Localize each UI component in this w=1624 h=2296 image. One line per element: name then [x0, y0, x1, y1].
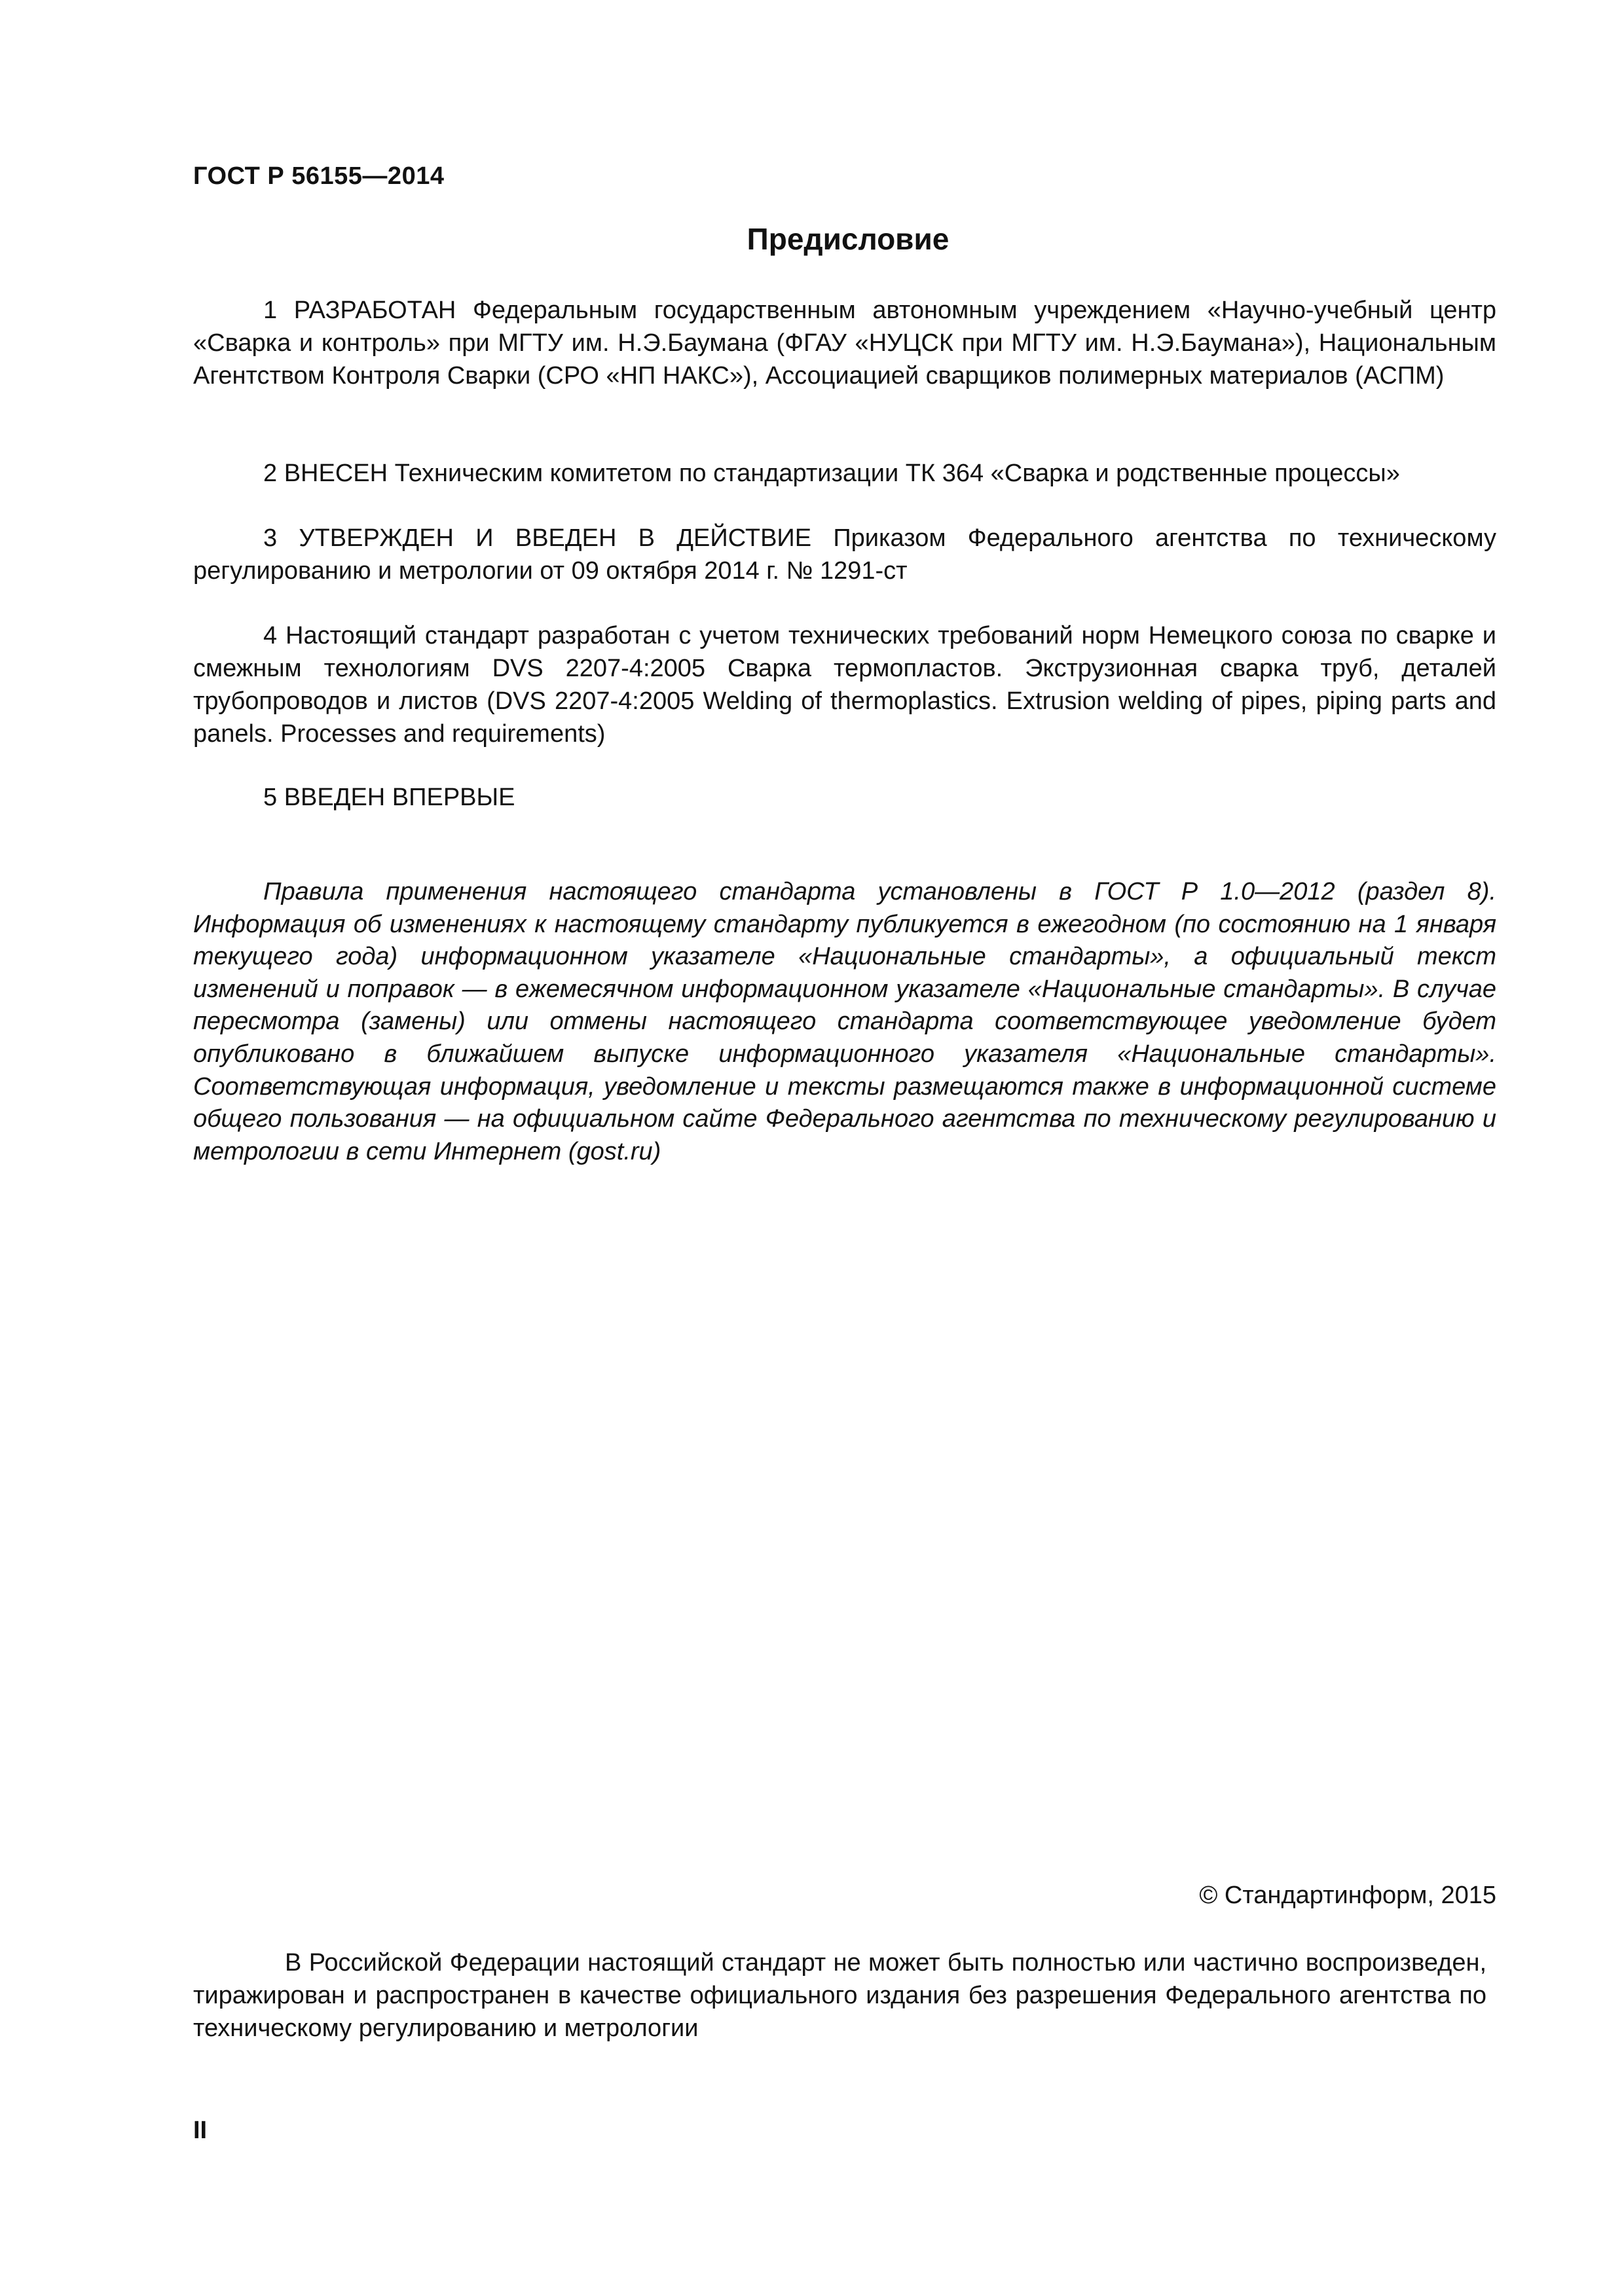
application-notice-text: Правила применения настоящего стандарта установлены в ГОСТ Р 1.0—2012 (раздел 8). Информация об изменениях к настоящему стандарту публикуется в ежегодном (по состоянию на 1 января текущего года) информационном указателе «Национальные стандарты», а официальный текст изменений и поправок — в ежемесячном информационном указателе «Национальные стандарты». В случае пересмотра (замены) или отмены настоящего стандарта соответствующее уведомление будет опубликовано в ближайшем выпуске информационного указателя «Национальные стандарты». Соответствующая информация, уведомление и тексты размещаются также в информационной системе общего пользования — на официальном сайте Федерального агентства по техническому регулированию и метрологии в сети Интернет (gost.ru) [193, 878, 1496, 1165]
foreword-item-text: 1 РАЗРАБОТАН Федеральным государственным автономным учреждением «Научно-учебный центр «Сварка и контроль» при МГТУ им. Н.Э.Баумана (ФГАУ «НУЦСК при МГТУ им. Н.Э.Баумана»), Национальным Агентством Контроля Сварки (СРО «НП НАКС»), Ассоциацией сварщиков полимерных материалов (АСПМ) [193, 297, 1496, 390]
application-notice [193, 876, 1496, 1168]
foreword-item-5 [193, 781, 1496, 814]
foreword-item-1 [193, 294, 1496, 392]
foreword-item-text: 4 Настоящий стандарт разработан с учетом технических требований норм Немецкого союза по сварке и смежным технологиям DVS 2207-4:2005 Сварка термопластов. Экструзионная сварка труб, деталей трубопроводов и листов (DVS 2207-4:2005 Welding of thermoplastics. Extrusion welding of pipes, piping parts and panels. Processes and requirements) [193, 622, 1496, 748]
copyright-line: © Стандартинформ, 2015 [1199, 1882, 1496, 1909]
page-title: Предисловие [747, 222, 950, 256]
foreword-item-3 [193, 522, 1496, 587]
foreword-item-text: 5 ВВЕДЕН ВПЕРВЫЕ [263, 784, 515, 811]
page-number: II [193, 2117, 208, 2144]
rights-notice [193, 1946, 1486, 2045]
rights-notice-text: В Российской Федерации настоящий стандарт не может быть полностью или частично воспроизведен, тиражирован и распространен в качестве официального издания без разрешения Федерального агентства по техническому регулированию и метрологии [193, 1949, 1486, 2042]
foreword-item-text: 3 УТВЕРЖДЕН И ВВЕДЕН В ДЕЙСТВИЕ Приказом Федерального агентства по техническому регулированию и метрологии от 09 октября 2014 г. № 1291-ст [193, 524, 1496, 585]
foreword-item-text: 2 ВНЕСЕН Техническим комитетом по стандартизации ТК 364 «Сварка и родственные процессы» [263, 460, 1400, 487]
foreword-item-4 [193, 619, 1496, 750]
document-code: ГОСТ Р 56155—2014 [193, 162, 445, 190]
foreword-item-2 [193, 457, 1496, 490]
